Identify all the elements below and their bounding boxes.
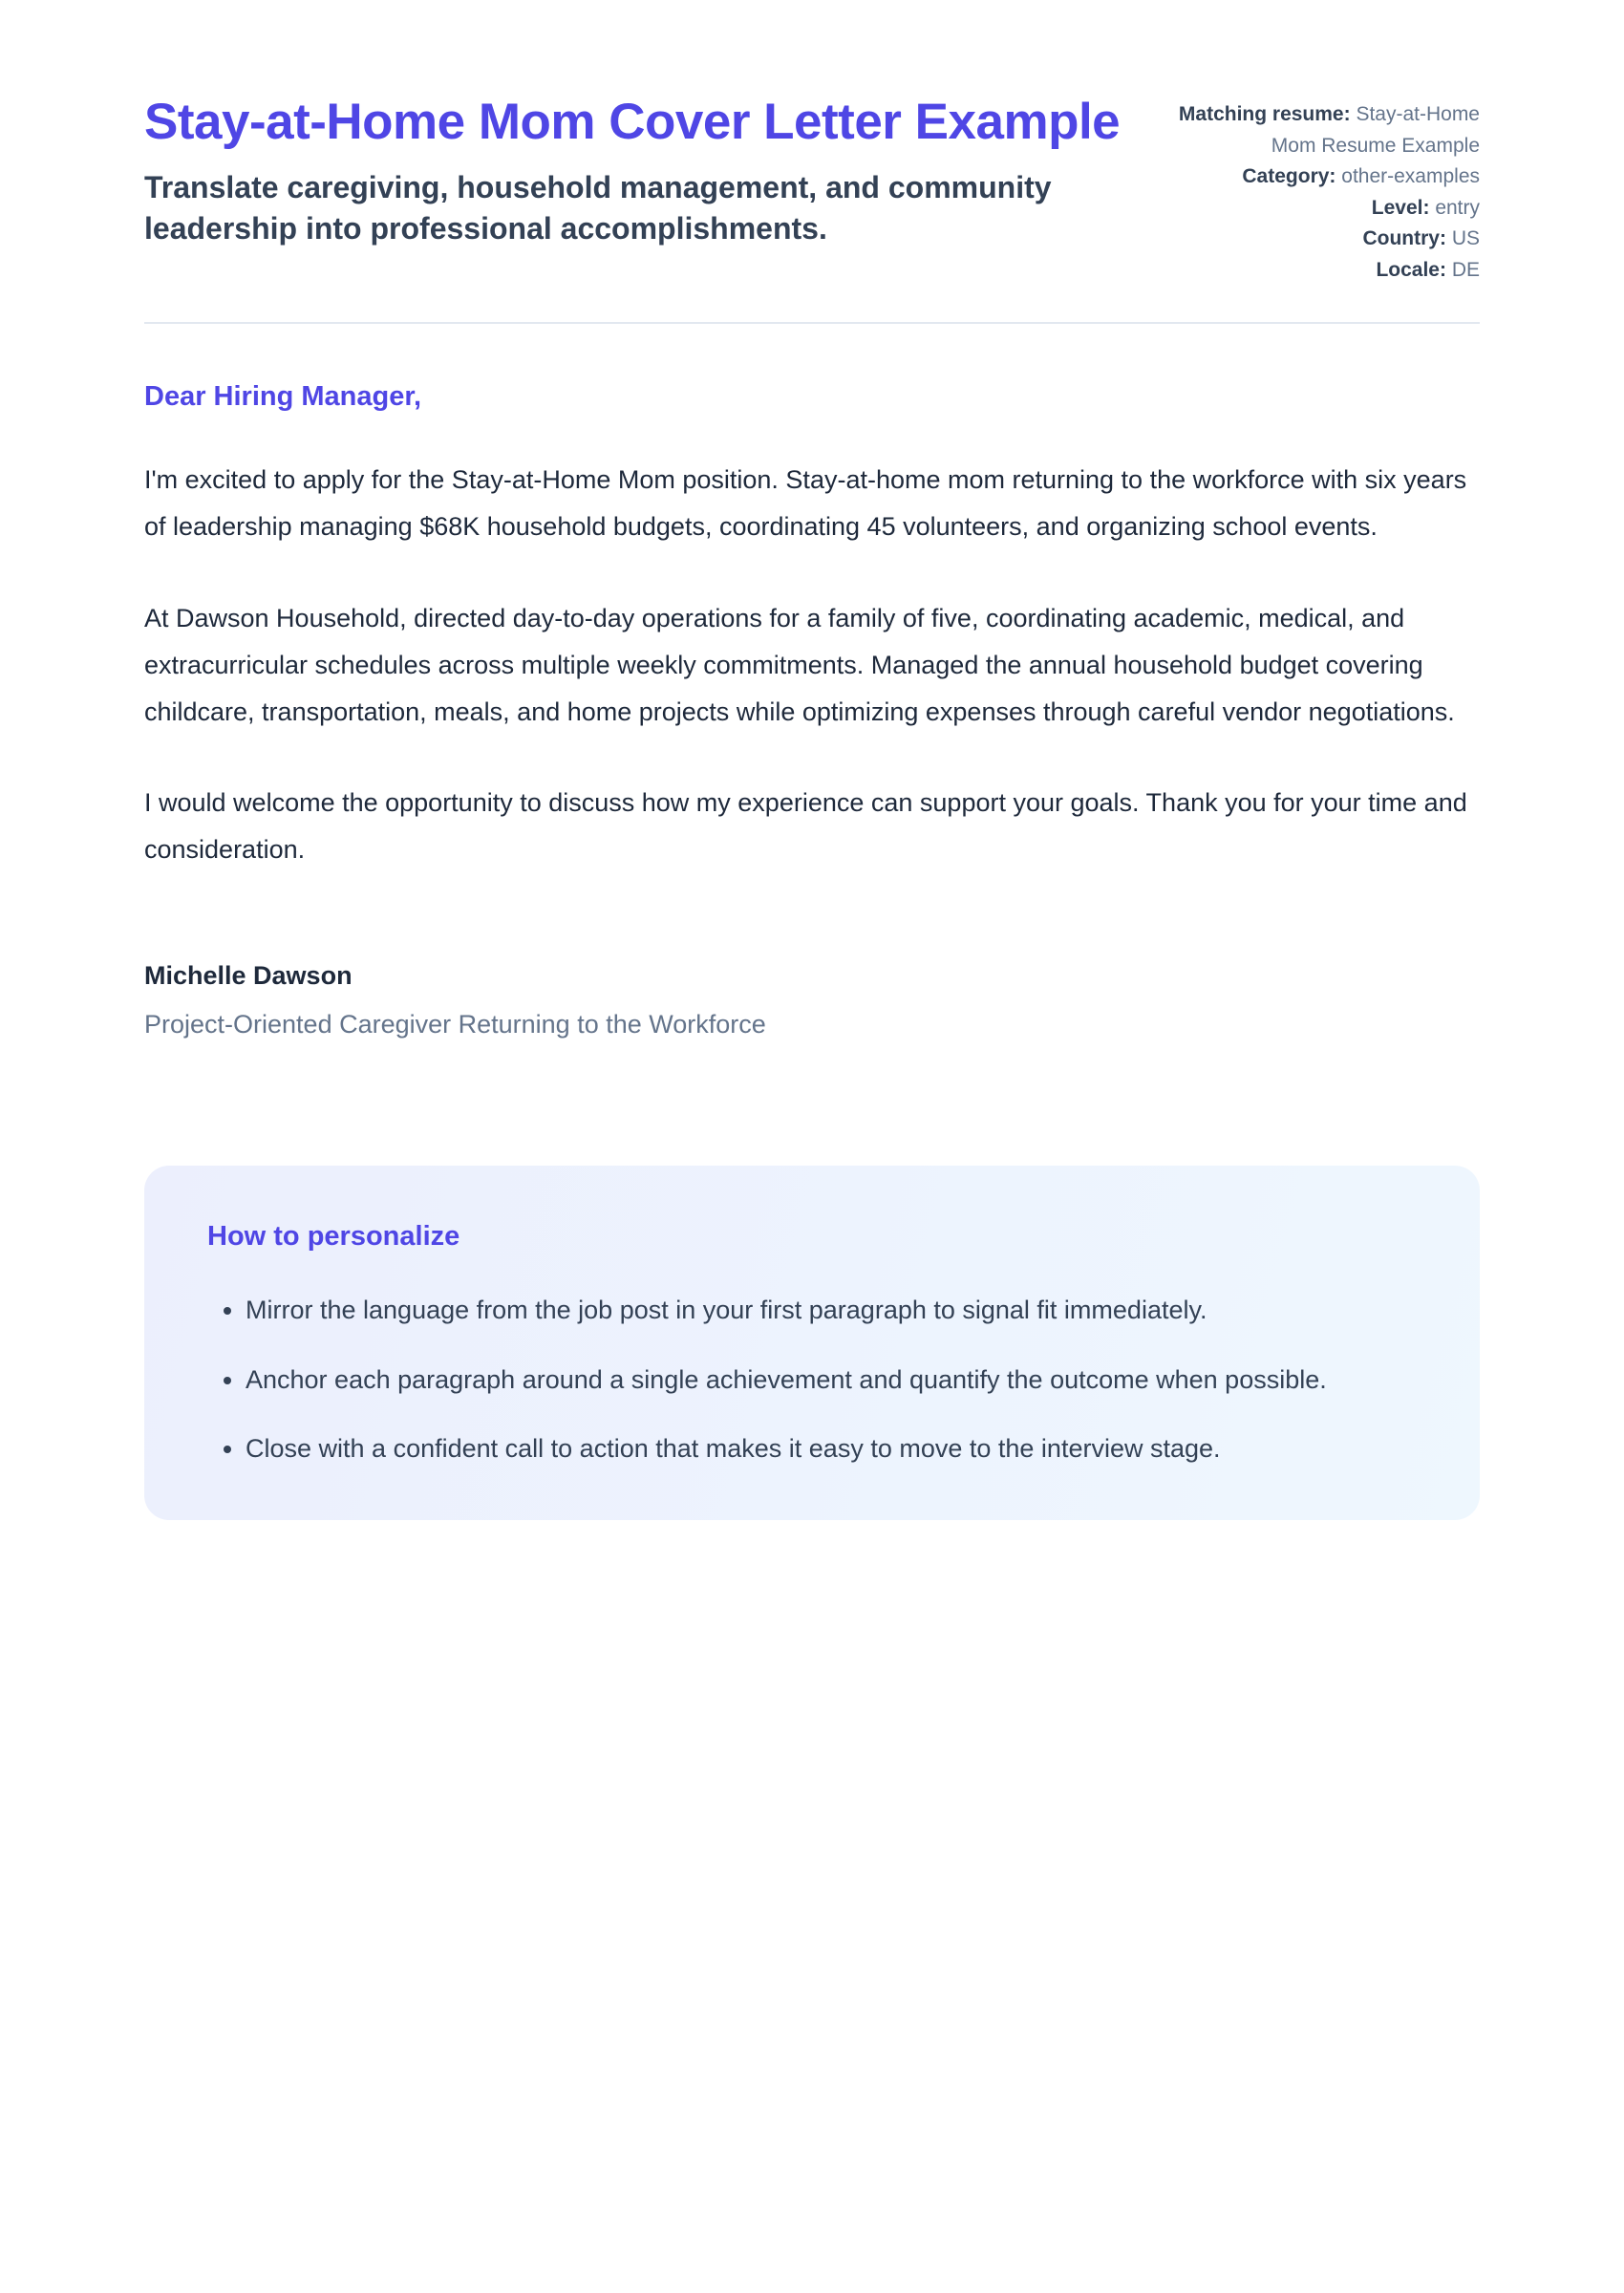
letter-salutation: Dear Hiring Manager, <box>144 381 422 413</box>
personalize-tip: • Mirror the language from the job post in your first paragraph to signal fit immediately. <box>246 1287 1417 1334</box>
personalize-card <box>144 1166 1480 1520</box>
personalize-heading: How to personalize <box>207 1221 460 1253</box>
meta-row-country <box>1172 224 1480 255</box>
header-left <box>144 92 1120 249</box>
header <box>144 92 1480 286</box>
meta-panel <box>1172 92 1480 286</box>
personalize-tip: • Anchor each paragraph around a single achievement and quantify the outcome when possible. <box>246 1357 1417 1404</box>
meta-row-category <box>1172 161 1480 193</box>
letter-paragraph: I'm excited to apply for the Stay-at-Home Mom position. Stay-at-home mom returning to the workforce with six years of leadership managing $68K household budgets, coordinating 45 volunteers, and organizing school events. <box>144 465 1467 542</box>
meta-label: Matching resume: <box>1178 103 1351 125</box>
letter-paragraph: I would welcome the opportunity to discuss how my experience can support your goals. Thank you for your time and consideration. <box>144 787 1467 865</box>
meta-label: Country: <box>1362 227 1446 250</box>
meta-row-matching-resume <box>1172 99 1480 161</box>
signature-name: Michelle Dawson <box>144 961 353 991</box>
header-divider <box>144 322 1480 324</box>
meta-value: US <box>1451 227 1480 250</box>
meta-label: Locale: <box>1376 258 1446 281</box>
personalize-tip: • Close with a confident call to action that makes it easy to move to the interview stage. <box>246 1425 1417 1472</box>
page-subtitle: Translate caregiving, household management, and community leadership into professional accomplishments. <box>144 169 1052 246</box>
personalize-tip-list <box>207 1287 1417 1472</box>
letter-paragraph: At Dawson Household, directed day-to-day operations for a family of five, coordinating academic, medical, and extracurricular schedules across multiple weekly commitments. Managed the annual household budget covering childcare, transportation, meals, and home projects while optimizing expenses through careful vendor negotiations. <box>144 603 1455 726</box>
meta-value: Stay-at-Home Mom Resume Example <box>1271 103 1480 157</box>
meta-label: Category: <box>1242 165 1336 188</box>
meta-value: entry <box>1435 196 1480 219</box>
meta-value: other-examples <box>1341 165 1480 188</box>
signature-title: Project-Oriented Caregiver Returning to the Workforce <box>144 1010 766 1039</box>
page-title: Stay-at-Home Mom Cover Letter Example <box>144 94 1121 150</box>
meta-row-level <box>1172 193 1480 225</box>
meta-row-locale <box>1172 255 1480 287</box>
page <box>144 0 1480 1520</box>
meta-value: DE <box>1451 258 1480 281</box>
meta-label: Level: <box>1371 196 1430 219</box>
